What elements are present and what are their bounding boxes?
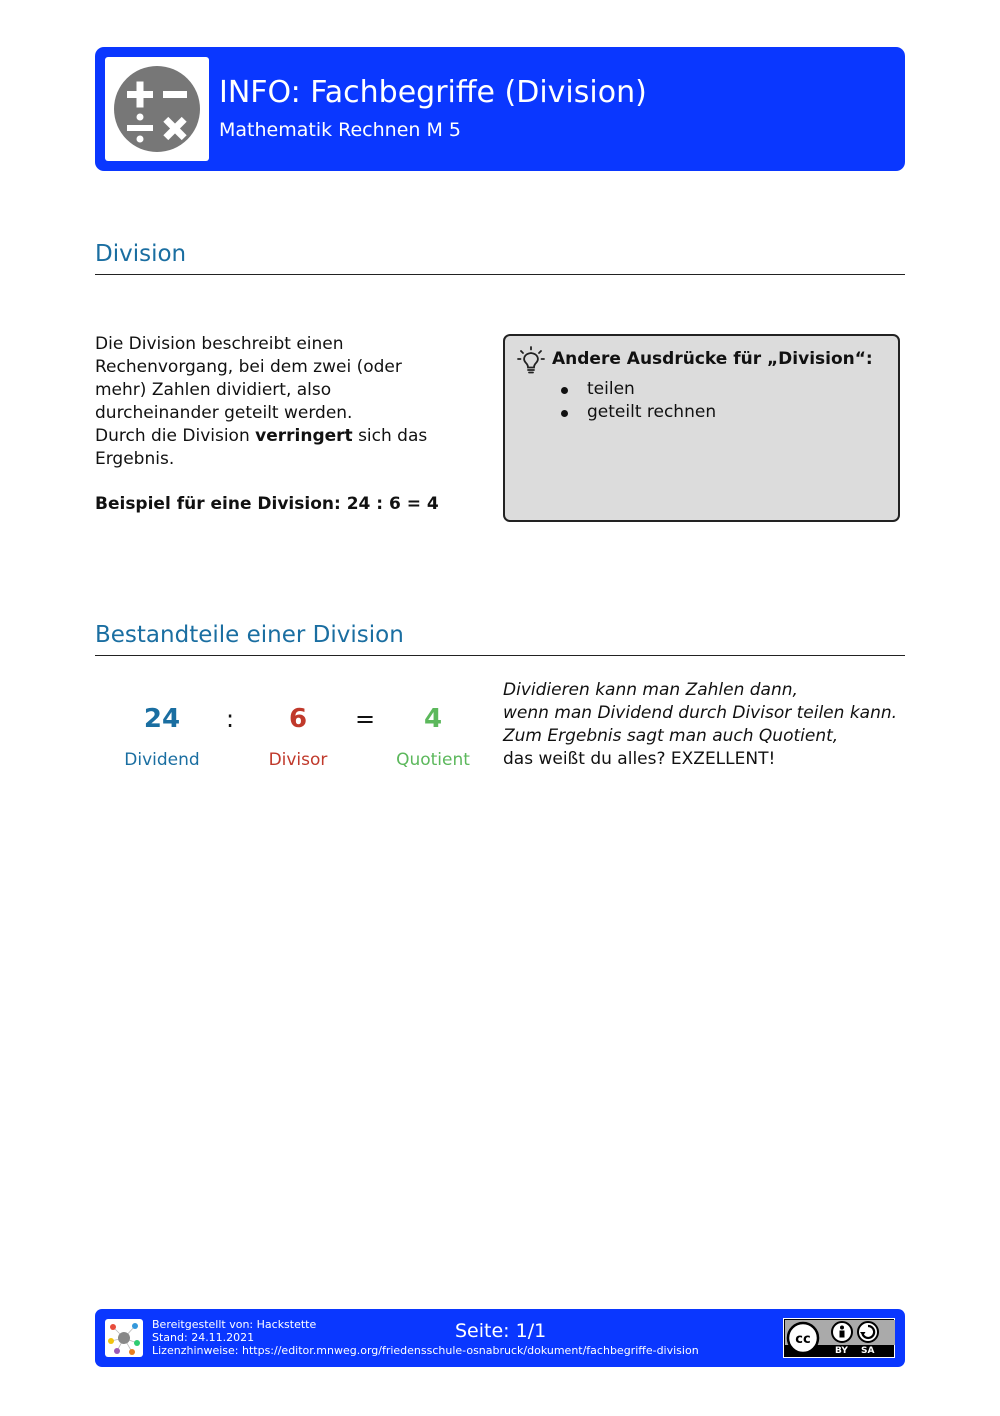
- intro-paragraph: Die Division beschreibt einen Rechenvorgang, bei dem zwei (oder mehr) Zahlen dividiert, also durcheinander geteilt werden.: [95, 334, 402, 423]
- dividend-value: 24: [143, 704, 181, 734]
- synonym-list: [561, 378, 716, 424]
- divisor-label: Divisor: [268, 750, 328, 770]
- mnweg-logo-icon: [105, 1319, 143, 1357]
- divide-operator: :: [225, 705, 235, 733]
- intro-text-part: Durch die Division: [95, 426, 256, 446]
- divisor-value: 6: [288, 704, 308, 734]
- division-poem: [503, 679, 897, 771]
- calculator-operators-icon: [105, 57, 209, 161]
- section-heading-components: Bestandteile einer Division: [95, 622, 404, 648]
- page-subtitle: Mathematik Rechnen M 5: [219, 119, 461, 141]
- footer-provider: Bereitgestellt von: Hackstette: [152, 1318, 317, 1331]
- poem-line: Zum Ergebnis sagt man auch Quotient,: [503, 726, 839, 746]
- footer-bar: [95, 1309, 905, 1367]
- list-item: teilen: [561, 378, 716, 401]
- dividend-label: Dividend: [124, 750, 200, 770]
- footer-license-link[interactable]: Lizenzhinweise: https://editor.mnweg.org/friedensschule-osnabruck/dokument/fachbegriffe-division: [152, 1344, 699, 1357]
- header-banner: [95, 47, 905, 171]
- section-divider: [95, 274, 905, 275]
- equals-operator: =: [354, 705, 376, 733]
- intro-paragraph-2: [95, 425, 455, 471]
- intro-text: [95, 333, 455, 516]
- division-example: Beispiel für eine Division: 24 : 6 = 4: [95, 494, 439, 514]
- intro-bold-word: verringert: [255, 426, 353, 446]
- section-heading-division: Division: [95, 241, 187, 267]
- info-box: [503, 334, 900, 522]
- lightbulb-icon: [517, 346, 545, 380]
- cc-by-label: BY: [835, 1346, 848, 1356]
- cc-sa-label: SA: [861, 1346, 875, 1356]
- poem-line: Dividieren kann man Zahlen dann,: [503, 680, 798, 700]
- footer-date: Stand: 24.11.2021: [152, 1331, 255, 1344]
- page-number: Seite: 1/1: [455, 1320, 547, 1342]
- footer-info: [152, 1318, 699, 1357]
- quotient-label: Quotient: [396, 750, 470, 770]
- poem-line: das weißt du alles? EXZELLENT!: [503, 749, 776, 769]
- svg-text:cc: cc: [795, 1332, 811, 1347]
- page-title: INFO: Fachbegriffe (Division): [219, 75, 647, 110]
- quotient-value: 4: [423, 704, 443, 734]
- poem-line: wenn man Dividend durch Divisor teilen kann.: [503, 703, 898, 723]
- list-item: geteilt rechnen: [561, 401, 716, 424]
- info-box-title: Andere Ausdrücke für „Division“:: [552, 349, 873, 369]
- cc-by-sa-license-badge[interactable]: [783, 1318, 895, 1358]
- intro-text-part: sich das Ergebnis.: [95, 426, 428, 469]
- section-divider: [95, 655, 905, 656]
